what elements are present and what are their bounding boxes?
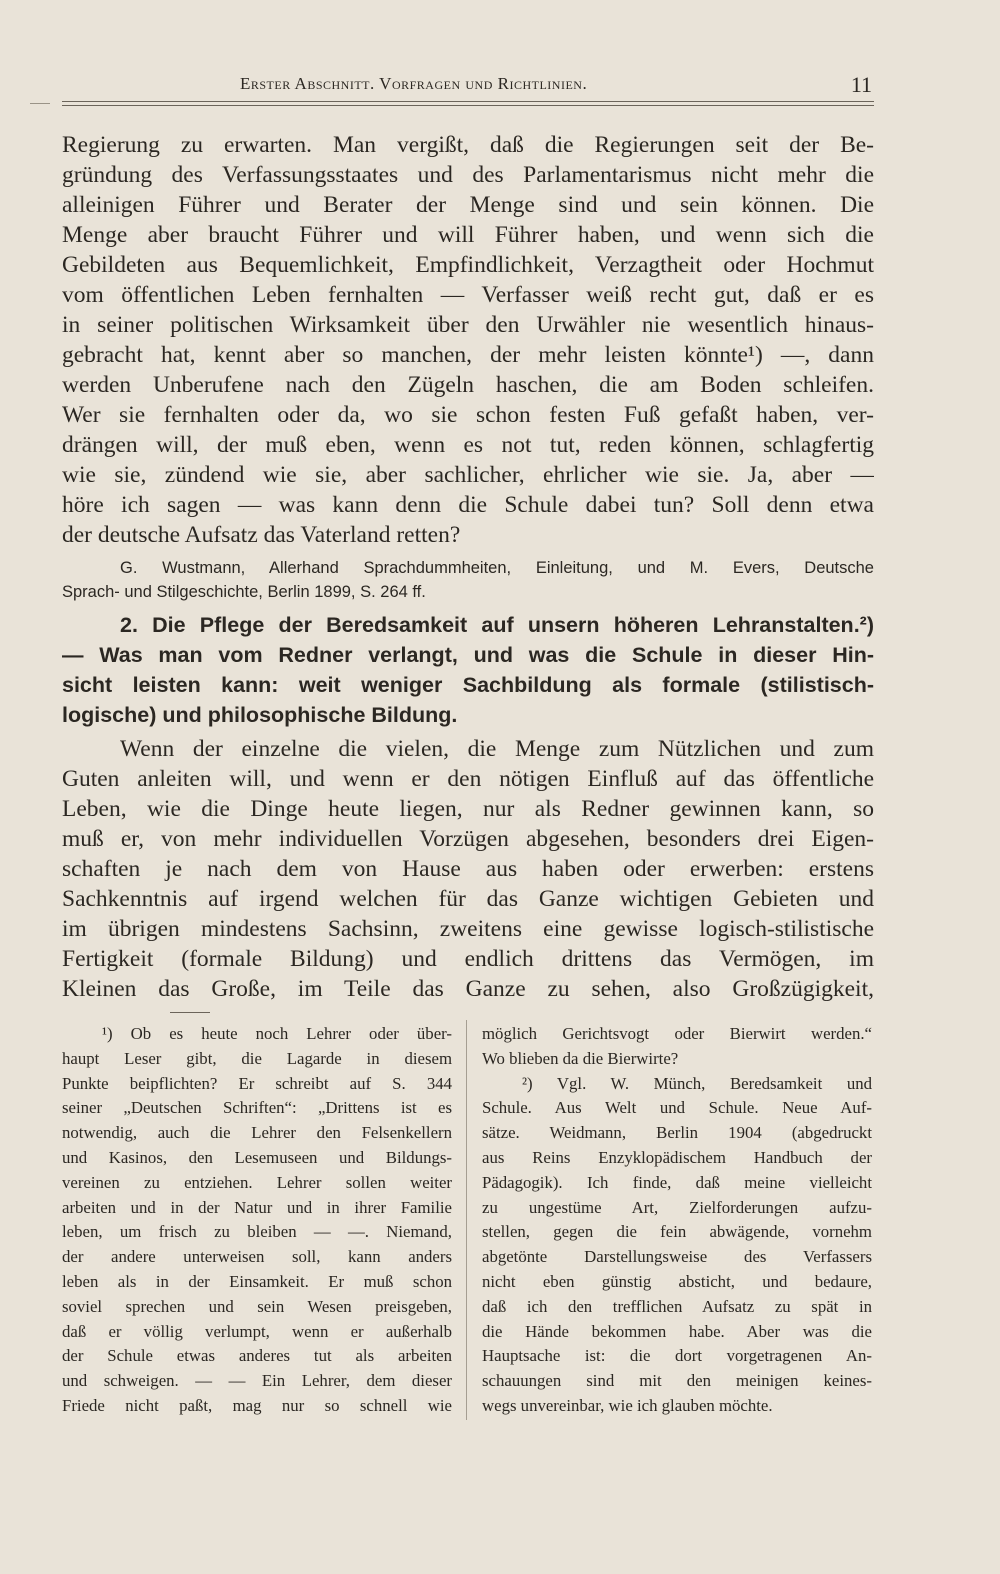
text-line: Kleinen das Große, im Teile das Ganze zu sehen, also Großzügigkeit, xyxy=(62,976,874,1002)
text-line: Wer sie fernhalten oder da, wo sie schon festen Fuß gefaßt haben, ver- xyxy=(62,402,874,428)
section-heading-line: — Was man vom Redner verlangt, und was die Schule in dieser Hin- xyxy=(62,643,874,667)
page-header xyxy=(62,74,874,102)
text-line: muß er, von mehr individuellen Vorzügen abgesehen, besonders drei Eigen- xyxy=(62,826,874,852)
reference-line: G. Wustmann, Allerhand Sprachdummheiten, Einleitung, und M. Evers, Deutsche xyxy=(120,559,874,577)
header-rule xyxy=(62,101,874,102)
footnote-line: schauungen sind mit den meinigen keines- xyxy=(482,1371,872,1391)
main-text xyxy=(62,130,874,1004)
text-line: gründung des Verfassungsstaates und des Parlamentarismus nicht mehr die xyxy=(62,162,874,188)
text-line: alleinigen Führer und Berater der Menge sind und sein können. Die xyxy=(62,192,874,218)
text-line: Wenn der einzelne die vielen, die Menge zum Nützlichen und zum xyxy=(120,736,874,762)
footnote-line: Pädagogik). Ich finde, daß meine vielleicht xyxy=(482,1172,872,1192)
text-line: der deutsche Aufsatz das Vaterland retten? xyxy=(62,522,461,548)
footnote-line: vereinen zu entziehen. Lehrer sollen weiter xyxy=(62,1172,452,1192)
footnote-line: leben als in der Einsamkeit. Er muß schon xyxy=(62,1271,452,1291)
text-line: schaften je nach dem von Hause aus haben oder erwerben: erstens xyxy=(62,856,874,882)
footnote-line: arbeiten und in der Natur und in ihrer Familie xyxy=(62,1197,452,1217)
text-line: in seiner politischen Wirksamkeit über den Urwähler nie wesentlich hinaus- xyxy=(62,312,874,338)
footnote-line: notwendig, auch die Lehrer den Felsenkellern xyxy=(62,1123,452,1143)
footnote-line: Schule. Aus Welt und Schule. Neue Auf- xyxy=(482,1098,872,1118)
text-line: drängen will, der muß eben, wenn es not tut, reden können, schlagfertig xyxy=(62,432,874,458)
footnote-line: wegs unvereinbar, wie ich glauben möchte. xyxy=(482,1395,773,1415)
footnote-line: abgetönte Darstellungsweise des Verfassers xyxy=(482,1247,872,1267)
footnote-line: und Kasinos, den Lesemuseen und Bildungs- xyxy=(62,1147,452,1167)
footnote-line: soviel sprechen und sein Wesen preisgeben, xyxy=(62,1296,452,1316)
footnotes-right-column xyxy=(482,1022,872,1419)
section-heading-line: logische) und philosophische Bildung. xyxy=(62,703,458,727)
text-line: Fertigkeit (formale Bildung) und endlich drittens das Vermögen, im xyxy=(62,946,874,972)
footnote-line: Friede nicht paßt, mag nur so schnell wie xyxy=(62,1395,452,1415)
text-line: Leben, wie die Dinge heute liegen, nur als Redner gewinnen kann, so xyxy=(62,796,874,822)
footnote-line: leben, um frisch zu bleiben — —. Niemand, xyxy=(62,1222,452,1242)
footnote-line: und schweigen. — — Ein Lehrer, dem dieser xyxy=(62,1371,452,1391)
footnote-line: stellen, gegen die fein abwägende, vornehm xyxy=(482,1222,872,1242)
text-line: gebracht hat, kennt aber so manchen, der mehr leisten könnte¹) —, dann xyxy=(62,342,874,368)
footnotes-left-column xyxy=(62,1022,452,1419)
margin-mark xyxy=(30,103,50,104)
footnote-line: seiner „Deutschen Schriften“: „Drittens ist es xyxy=(62,1098,452,1118)
column-divider xyxy=(466,1020,467,1420)
page-number: 11 xyxy=(850,72,872,97)
reference-line: Sprach- und Stilgeschichte, Berlin 1899, S. 264 ff. xyxy=(62,583,426,601)
footnote-line: der andere unterweisen soll, kann anders xyxy=(62,1247,452,1267)
text-line: Regierung zu erwarten. Man vergißt, daß die Regierungen seit der Be- xyxy=(62,132,874,158)
footnote-rule xyxy=(170,1012,210,1013)
footnote-line: Wo blieben da die Bierwirte? xyxy=(482,1048,679,1068)
text-line: Gebildeten aus Bequemlichkeit, Empfindlichkeit, Verzagtheit oder Hochmut xyxy=(62,252,874,278)
footnote-line: zu ungestüme Art, Zielforderungen aufzu- xyxy=(482,1197,872,1217)
text-line: werden Unberufene nach den Zügeln haschen, die am Boden schleifen. xyxy=(62,372,874,398)
footnote-line: der Schule etwas anderes tut als arbeiten xyxy=(62,1346,452,1366)
text-line: vom öffentlichen Leben fernhalten — Verfasser weiß recht gut, daß er es xyxy=(62,282,874,308)
footnote-line: Punkte beipflichten? Er schreibt auf S. 344 xyxy=(62,1073,452,1093)
footnote-line: haupt Leser gibt, die Lagarde in diesem xyxy=(62,1048,452,1068)
section-heading-line: 2. Die Pflege der Beredsamkeit auf unsern höheren Lehranstalten.²) xyxy=(120,613,874,637)
footnote-line: die Hände bekommen habe. Aber was die xyxy=(482,1321,872,1341)
running-head: Erster Abschnitt. Vorfragen und Richtlinien. xyxy=(240,74,588,93)
text-line: Menge aber braucht Führer und will Führer haben, und wenn sich die xyxy=(62,222,874,248)
footnote-line: ²) Vgl. W. Münch, Beredsamkeit und xyxy=(522,1073,872,1093)
footnote-line: sätze. Weidmann, Berlin 1904 (abgedruckt xyxy=(482,1123,872,1143)
text-line: im übrigen mindestens Sachsinn, zweitens eine gewisse logisch-stilistische xyxy=(62,916,874,942)
footnote-line: aus Reins Enzyklopädischem Handbuch der xyxy=(482,1147,872,1167)
text-line: höre ich sagen — was kann denn die Schule dabei tun? Soll denn etwa xyxy=(62,492,874,518)
text-line: Sachkenntnis auf irgend welchen für das Ganze wichtigen Gebieten und xyxy=(62,886,874,912)
footnote-line: möglich Gerichtsvogt oder Bierwirt werden.“ xyxy=(482,1024,872,1043)
footnote-line: daß er völlig verlumpt, wenn er außerhalb xyxy=(62,1321,452,1341)
footnote-line: daß ich den trefflichen Aufsatz zu spät in xyxy=(482,1296,872,1316)
header-rule xyxy=(62,105,874,106)
footnote-line: nicht eben günstig absticht, und bedaure, xyxy=(482,1271,872,1291)
footnote-line: Hauptsache ist: die dort vorgetragenen An- xyxy=(482,1346,872,1366)
footnote-line: ¹) Ob es heute noch Lehrer oder über- xyxy=(102,1024,452,1043)
section-heading-line: sicht leisten kann: weit weniger Sachbildung als formale (stilistisch- xyxy=(62,673,874,697)
text-line: Guten anleiten will, und wenn er den nötigen Einfluß auf das öffentliche xyxy=(62,766,874,792)
text-line: wie sie, zündend wie sie, aber sachlicher, ehrlicher wie sie. Ja, aber — xyxy=(62,462,874,488)
